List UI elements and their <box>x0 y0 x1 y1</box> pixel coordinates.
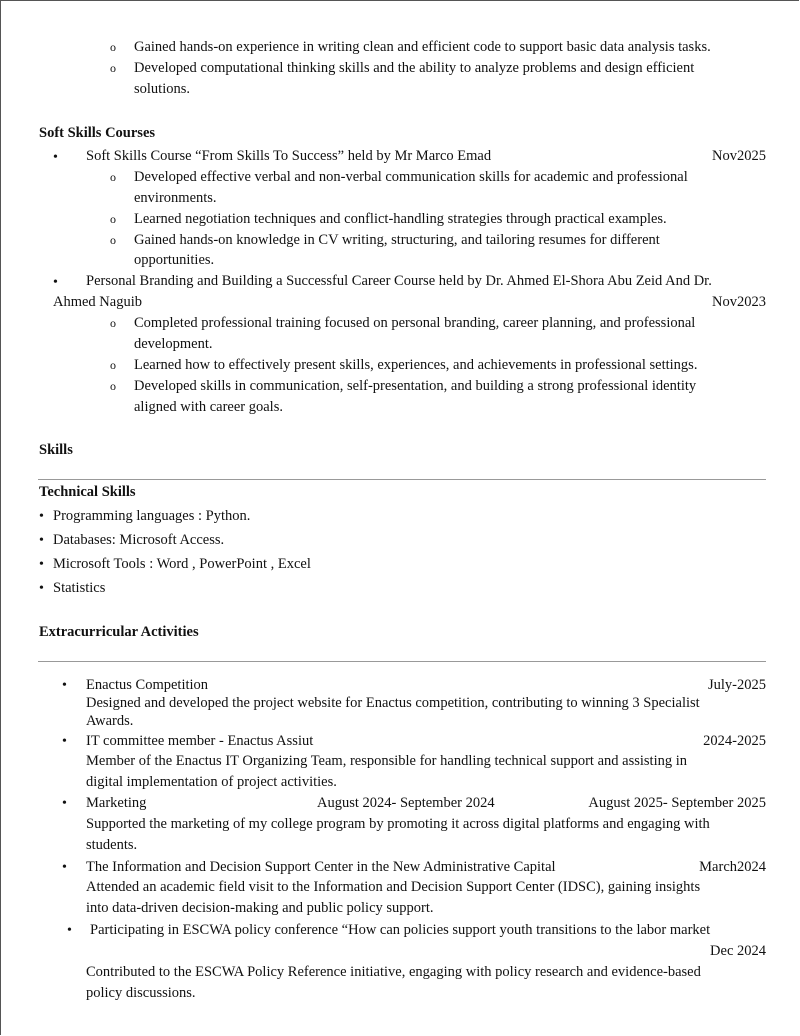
bullet-dot: • <box>53 275 58 290</box>
activity-desc: Designed and developed the project website for Enactus competition, contributing to winning 3 Specialist <box>86 695 700 711</box>
circle-bullet: o <box>110 40 116 54</box>
list-item: Developed skills in communication, self-presentation, and building a strong professional identity <box>134 378 697 394</box>
activity-date: Dec 2024 <box>710 943 766 959</box>
activity-title: Participating in ESCWA policy conference “How can policies support youth transitions to the labor market <box>90 922 711 938</box>
circle-bullet: o <box>110 379 116 393</box>
activity-desc: Contributed to the ESCWA Policy Reference initiative, engaging with policy research and evidence-based <box>86 964 701 980</box>
course-title: Soft Skills Course “From Skills To Success” held by Mr Marco Emad <box>86 148 492 164</box>
section-heading-soft-skills: Soft Skills Courses <box>39 125 156 141</box>
divider <box>38 661 766 662</box>
section-heading-extracurricular: Extracurricular Activities <box>39 624 199 640</box>
list-item: Developed effective verbal and non-verbal communication skills for academic and professional <box>134 169 688 185</box>
bullet-dot: • <box>39 509 44 524</box>
divider <box>38 479 766 480</box>
circle-bullet: o <box>110 233 116 247</box>
list-item: Gained hands-on experience in writing clean and efficient code to support basic data analysis tasks. <box>134 39 711 55</box>
activity-date: August 2024- September 2024 <box>317 795 495 811</box>
activity-date: July-2025 <box>708 677 766 693</box>
circle-bullet: o <box>110 358 116 372</box>
activity-title: IT committee member - Enactus Assiut <box>86 733 314 749</box>
activity-title: Marketing <box>86 795 147 811</box>
activity-desc: policy discussions. <box>86 985 196 1001</box>
list-item: Developed computational thinking skills and the ability to analyze problems and design efficient <box>134 60 695 76</box>
list-item: Learned how to effectively present skills, experiences, and achievements in professional settings. <box>134 357 698 373</box>
activity-date: August 2025- September 2025 <box>588 795 766 811</box>
list-item: Learned negotiation techniques and conflict-handling strategies through practical examples. <box>134 211 667 227</box>
bullet-dot: • <box>62 860 67 875</box>
list-item: Completed professional training focused on personal branding, career planning, and professional <box>134 315 696 331</box>
bullet-dot: • <box>62 796 67 811</box>
activity-desc: into data-driven decision-making and public policy support. <box>86 900 434 916</box>
circle-bullet: o <box>110 212 116 226</box>
activity-desc: Attended an academic field visit to the Information and Decision Support Center (IDSC), gaining insights <box>86 879 701 895</box>
skill-item: Statistics <box>53 580 106 596</box>
course-title-cont: Ahmed Naguib <box>53 294 142 310</box>
list-item: solutions. <box>134 81 190 97</box>
bullet-dot: • <box>39 533 44 548</box>
section-heading-skills: Skills <box>39 442 73 458</box>
skill-item: Microsoft Tools : Word , PowerPoint , Excel <box>53 556 311 572</box>
activity-desc: Member of the Enactus IT Organizing Team, responsible for handling technical support and assisting in <box>86 753 687 769</box>
list-item: development. <box>134 336 213 352</box>
bullet-dot: • <box>62 678 67 693</box>
bullet-dot: • <box>39 581 44 596</box>
activity-title: The Information and Decision Support Center in the New Administrative Capital <box>86 859 556 875</box>
course-date: Nov2023 <box>712 294 766 310</box>
activity-date: March2024 <box>699 859 766 875</box>
subheading-technical-skills: Technical Skills <box>39 484 136 500</box>
list-item: Gained hands-on knowledge in CV writing, structuring, and tailoring resumes for different <box>134 232 660 248</box>
activity-desc: students. <box>86 837 138 853</box>
activity-desc: Supported the marketing of my college program by promoting it across digital platforms and engaging with <box>86 816 710 832</box>
bullet-dot: • <box>62 734 67 749</box>
activity-title: Enactus Competition <box>86 677 209 693</box>
bullet-dot: • <box>53 150 58 165</box>
bullet-dot: • <box>39 557 44 572</box>
skill-item: Programming languages : Python. <box>53 508 251 524</box>
circle-bullet: o <box>110 316 116 330</box>
activity-date: 2024-2025 <box>703 733 766 749</box>
list-item: opportunities. <box>134 252 215 268</box>
bullet-dot: • <box>67 923 72 938</box>
activity-desc: digital implementation of project activities. <box>86 774 337 790</box>
list-item: aligned with career goals. <box>134 399 283 415</box>
course-title: Personal Branding and Building a Successful Career Course held by Dr. Ahmed El-Shora Abu Zeid And Dr. <box>86 273 712 289</box>
circle-bullet: o <box>110 170 116 184</box>
list-item: environments. <box>134 190 217 206</box>
course-date: Nov2025 <box>712 148 766 164</box>
skill-item: Databases: Microsoft Access. <box>53 532 225 548</box>
activity-desc: Awards. <box>86 713 134 729</box>
circle-bullet: o <box>110 61 116 75</box>
